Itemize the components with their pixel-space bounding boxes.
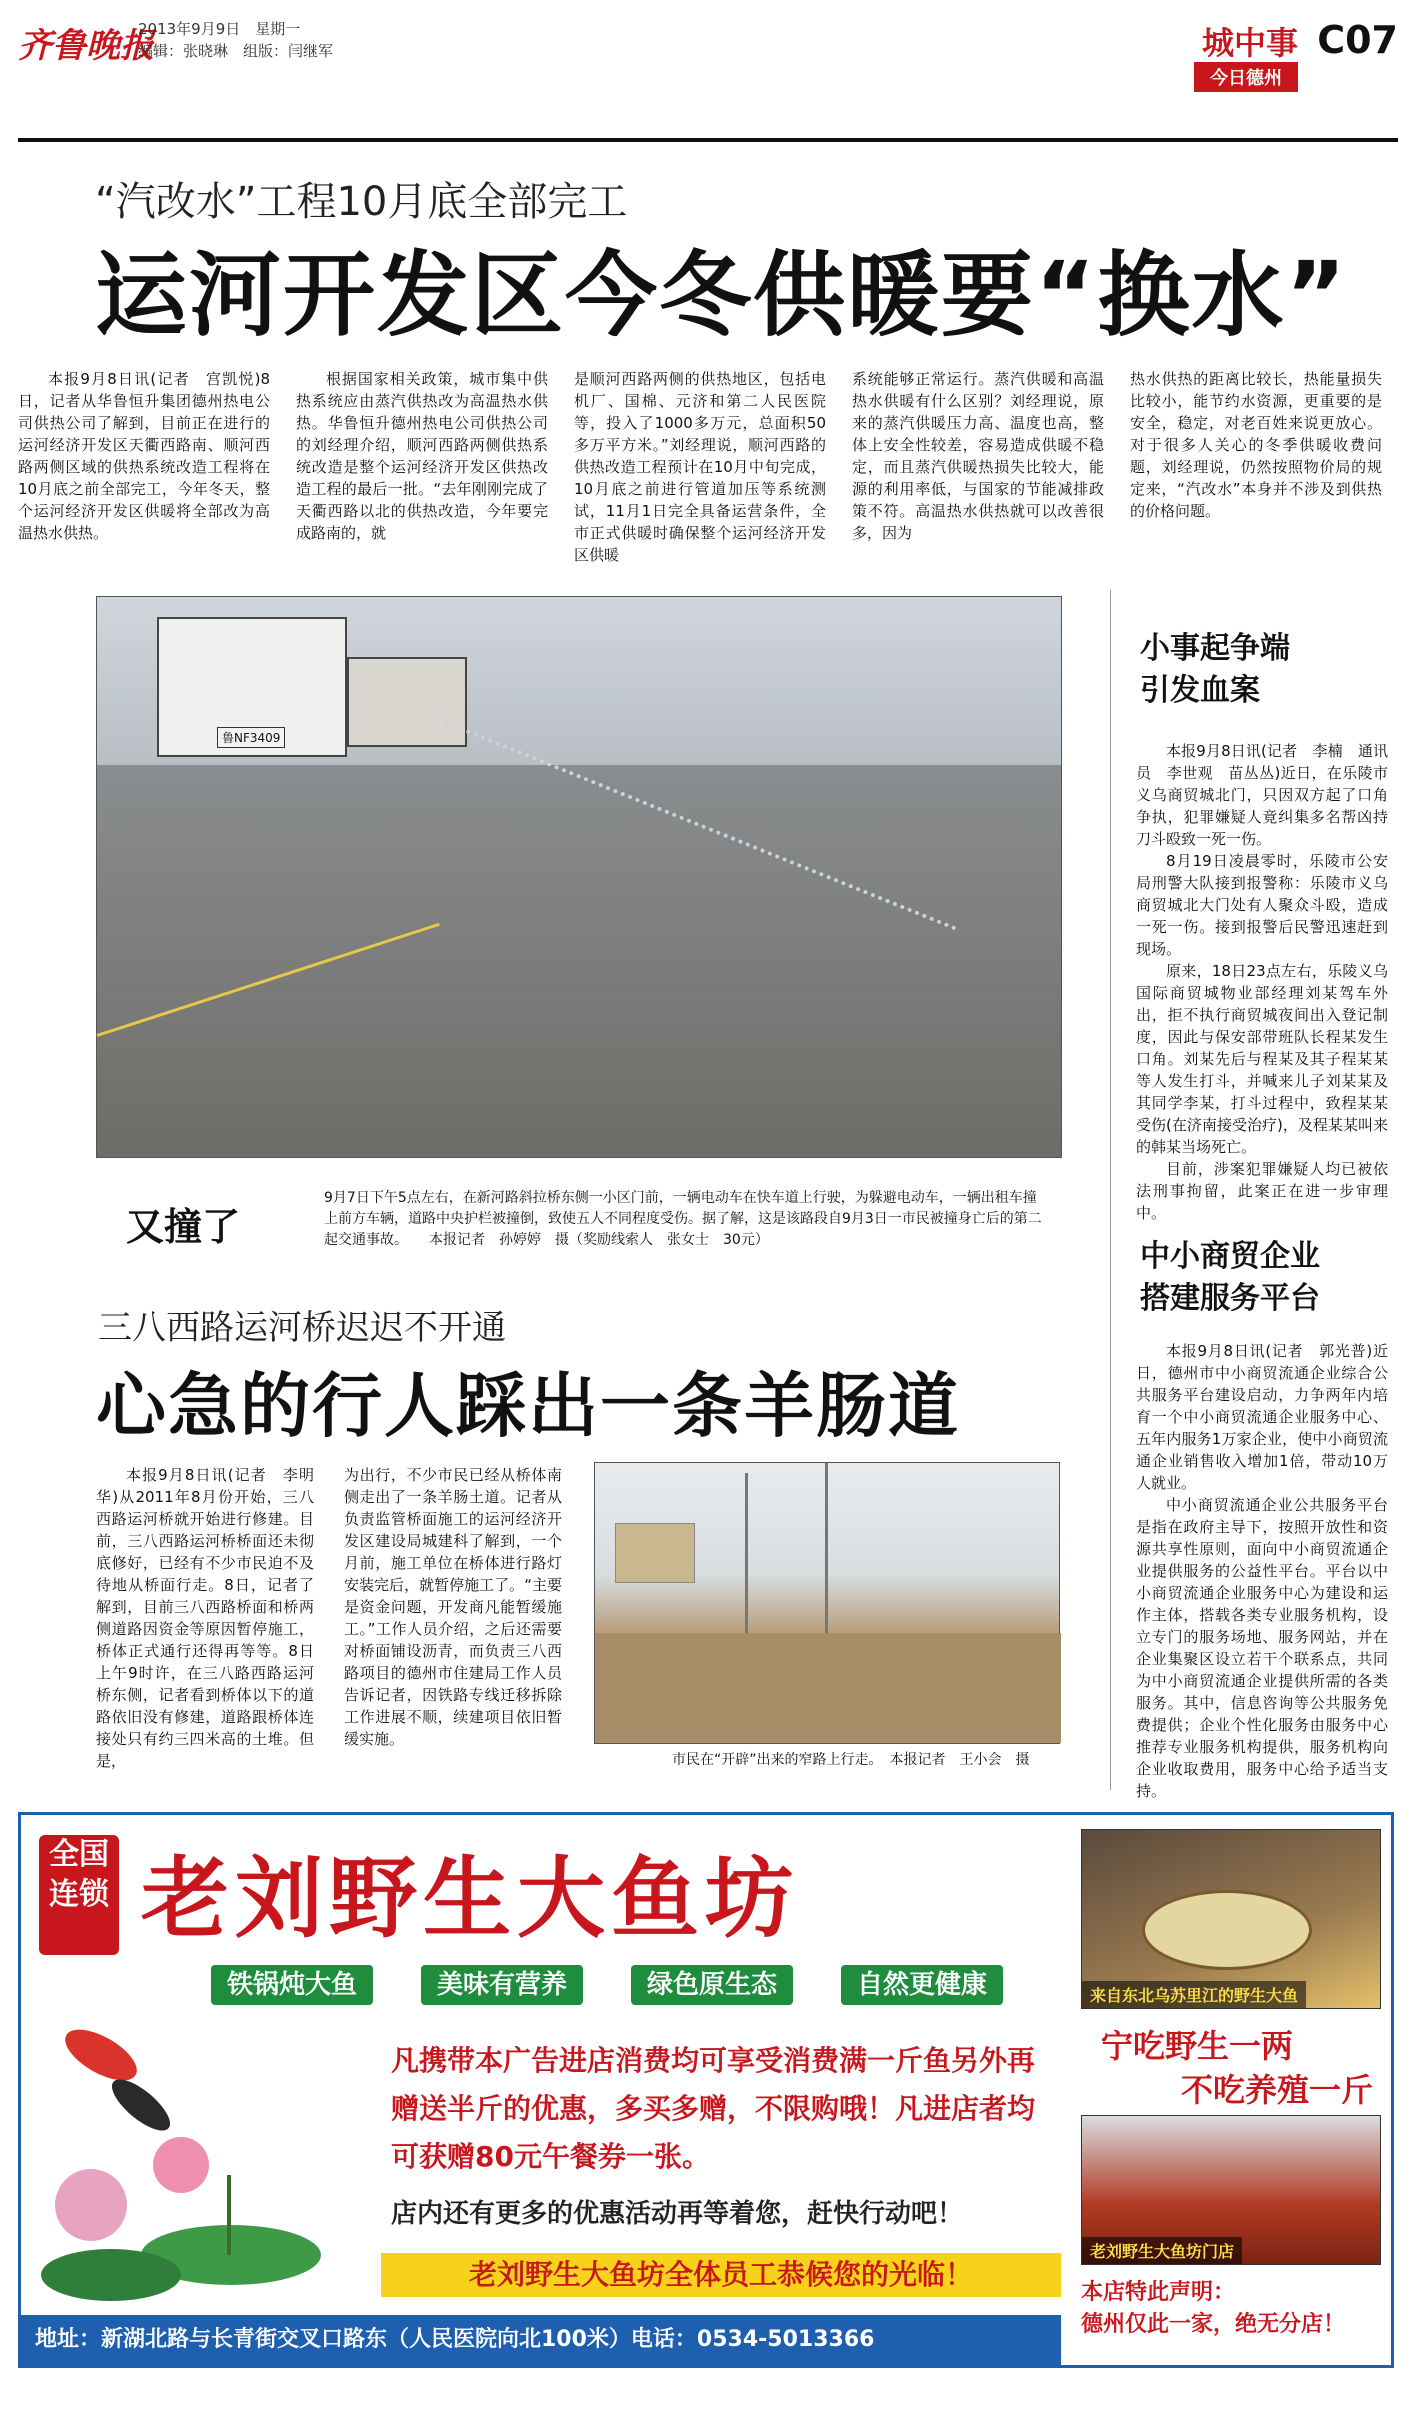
ad-note: 本店特此声明： 德州仅此一家，绝无分店！ (1081, 2280, 1346, 2337)
ad-more-offers: 店内还有更多的优惠活动再等着您，赶快行动吧！ (391, 2199, 964, 2229)
issue-meta (138, 18, 333, 62)
story1-column-2: 根据国家相关政策，城市集中供热系统应由蒸汽供热改为高温热水供热。华鲁恒升德州热电公司供热公司的刘经理介绍，顺河西路两侧供热系统改造是整个运河经济开发区供热改造工程的最后一批。“去年刚刚完成了天衢西路以北的供热改造，今年要完成路南的，就 (296, 370, 548, 542)
side1-body: 本报9月8日讯(记者 李楠 通讯员 李世观 苗丛丛)近日，在乐陵市义乌商贸城北门，只因双方起了口角争执，犯罪嫌疑人竟纠集多名帮凶持刀斗殴致一死一伤。 8月19日凌晨零时，乐陵市公安局刑警大队接到报警称：乐陵市义乌商贸城北大门处有人聚众斗殴，造成一死一伤。接到报警后民警迅速赶到现场。 原来，18日23点左右，乐陵义乌国际商贸城物业部经理刘某驾车外出，拒不执行商贸城夜间出入登记制度，因此与保安部带班队长程某发生口角。刘某先后与程某及其子程某某等人发生打斗，并喊来儿子刘某某及其同学李某，打斗过程中，致程某某受伤(在济南接受治疗)，及程某某叫来的韩某当场死亡。 目前，涉案犯罪嫌疑人均已被依法刑事拘留，此案正在进一步审理中。 (1136, 742, 1388, 1222)
story1-column-4: 系统能够正常运行。蒸汽供暖和高温热水供暖有什么区别？刘经理说，原来的蒸汽供暖压力高、温度也高，整体上安全性较差，容易造成供暖不稳定，而且蒸汽供暖热损失比较大，能源的利用率低，与国家的节能减排政策不符。高温热水供热就可以改善很多，因为 (852, 370, 1104, 542)
fish-photo-caption: 来自东北乌苏里江的野生大鱼 (1082, 1981, 1306, 2008)
dish-plate (1142, 1890, 1312, 1970)
ad-title: 老刘野生大鱼坊 (141, 1846, 800, 1950)
advertisement (18, 1812, 1394, 2402)
chain-badge: 全国连锁 (39, 1835, 119, 1955)
dirt-mound (595, 1633, 1061, 1743)
section-title: 城中事 (1201, 24, 1298, 62)
story1-column-5: 热水供热的距离比较长，热能量损失比较小，能节约水资源，更重要的是安全，稳定，对老百姓来说更放心。对于很多人关心的冬季供暖收费问题，刘经理说，仍然按照物价局的规定来，“汽改水”本身并不涉及到供热的价格问题。 (1130, 370, 1382, 520)
side1-headline: 小事起争端 引发血案 (1140, 631, 1290, 708)
header-rule (18, 138, 1398, 142)
storefront-photo (1081, 2115, 1381, 2265)
license-plate: 鲁NF3409 (217, 727, 285, 748)
section-subtitle: 今日德州 (1194, 62, 1298, 92)
road-surface (97, 765, 1061, 1157)
ad-tag: 绿色原生态 (631, 1965, 793, 2005)
story1-column-3: 是顺河西路两侧的供热地区，包括电机厂、国棉、元济和第二人民医院等，投入了1000多万元，总面积50多万平方米。”刘经理说，顺河西路的供热改造工程预计在10月中旬完成，10月底之前进行管道加压等系统测试，11月1日完全具备运营条件，全市正式供暖时确保整个运河经济开发区供暖 (574, 370, 826, 564)
truck-bed (347, 657, 467, 747)
issue-date: 2013年9月9日 星期一 (138, 20, 301, 38)
photo2-caption: 市民在“开辟”出来的窄路上行走。 本报记者 王小会 摄 (672, 1752, 1030, 1768)
story1-kicker: “汽改水”工程10月底全部完工 (95, 179, 628, 225)
bridge-photo (594, 1462, 1060, 1744)
side2-body: 本报9月8日讯(记者 郭光普)近日，德州市中小商贸流通企业综合公共服务平台建设启动，力争两年内培育一个中小商贸流通企业服务中心、五年内服务1万家企业，使中小商贸流通企业销售收入增加1倍，带动10万人就业。 中小商贸流通企业公共服务平台是指在政府主导下，按照开放性和资源共享性原则，面向中小商贸流通企业提供服务的公益性平台。平台以中小商贸流通企业服务中心为建设和运作主体，搭载各类专业服务机构，设立专门的服务场地、服务网站，并在企业集聚区设立若干个联系点，共同为中小商贸流通企业提供所需的各类服务。其中，信息咨询等公共服务免费提供；企业个性化服务由服务中心推荐专业服务机构提供，服务机构向企业收取费用，服务中心给予适当支持。 (1136, 1342, 1388, 1800)
story1-column-1: 本报9月8日讯(记者 宫凯悦)8日，记者从华鲁恒升集团德州热电公司供热公司了解到，目前正在进行的运河经济开发区天衢西路南、顺河西路两侧区域的供热系统改造工程将在10月底之前全部完工，今年冬天，整个运河经济开发区供暖将全部改为高温热水供热。 (18, 370, 270, 542)
photo1-caption: 9月7日下午5点左右，在新河路斜拉桥东侧一小区门前，一辆电动车在快车道上行驶，为躲避电动车，一辆出租车撞上前方车辆，道路中央护栏被撞倒，致使五人不同程度受伤。据了解，这是该路段自9月3日一市民被撞身亡后的第二起交通事故。 本报记者 孙婷婷 摄（奖励线索人 张女士 30元） (324, 1190, 1042, 1248)
story2-column-2: 为出行，不少市民已经从桥体南侧走出了一条羊肠土道。记者从负责监管桥面施工的运河经济开发区建设局城建科了解到，一个月前，施工单位在桥体进行路灯安装完后，就暂停施工了。“主要是资金问题，开发商凡能暂缓施工。”工作人员介绍，之后还需要对桥面铺设沥青，而负责三八西路项目的德州市住建局工作人员告诉记者，因铁路专线迁移拆除工作进展不顺，续建项目依旧暂缓实施。 (344, 1466, 562, 1748)
newspaper-logo: 齐鲁晚报 (18, 26, 154, 66)
ad-tag: 自然更健康 (841, 1965, 1003, 2005)
story2-kicker: 三八西路运河桥迟迟不开通 (98, 1308, 506, 1348)
building (615, 1523, 695, 1583)
column-divider (1110, 590, 1111, 1790)
story2-column-1: 本报9月8日讯(记者 李明华)从2011年8月份开始，三八西路运河桥就开始进行修建。目前，三八西路运河桥桥面还未彻底修好，已经有不少市民迫不及待地从桥面行走。8日，记者了解到，目前三八西路桥面和桥两侧道路因资金等原因暂停施工，桥体正式通行还得再等等。8日上午9时许，在三八路西路运河桥东侧，记者看到桥体以下的道路依旧没有修建，道路跟桥体连接处只有约三四米高的土堆。但是， (96, 1466, 314, 1770)
ad-address-bar: 地址：新湖北路与长青街交叉口路东（人民医院向北100米）电话：0534-5013366 15998778322 (21, 2315, 1061, 2365)
accident-photo (96, 596, 1062, 1158)
story1-headline: 运河开发区今冬供暖要“换水” (95, 242, 1348, 349)
issue-editors: 编辑：张晓琳 组版：闫继军 (138, 42, 334, 60)
page-number: C07 (1317, 18, 1398, 62)
ad-offer-text: 凡携带本广告进店消费均可享受消费满一斤鱼另外再赠送半斤的优惠，多买多赠，不限购哦！凡进店者均可获赠80元午餐券一张。 (391, 2044, 1036, 2173)
masthead (18, 18, 1398, 138)
photo1-label: 又撞了 (126, 1205, 241, 1249)
ad-slogan-1: 宁吃野生一两 (1101, 2027, 1294, 2065)
ad-slogan-2: 不吃养殖一斤 (1181, 2071, 1374, 2109)
side2-headline: 中小商贸企业 搭建服务平台 (1140, 1239, 1320, 1316)
ad-welcome-banner: 老刘野生大鱼坊全体员工恭候您的光临！ (381, 2253, 1061, 2297)
koi-lotus-illustration (31, 2015, 371, 2315)
ad-tag: 美味有营养 (421, 1965, 583, 2005)
story2-headline: 心急的行人踩出一条羊肠道 (96, 1365, 960, 1447)
fish-dish-photo (1081, 1829, 1381, 2009)
storefront-caption: 老刘野生大鱼坊门店 (1082, 2237, 1242, 2264)
ad-tag: 铁锅炖大鱼 (211, 1965, 373, 2005)
